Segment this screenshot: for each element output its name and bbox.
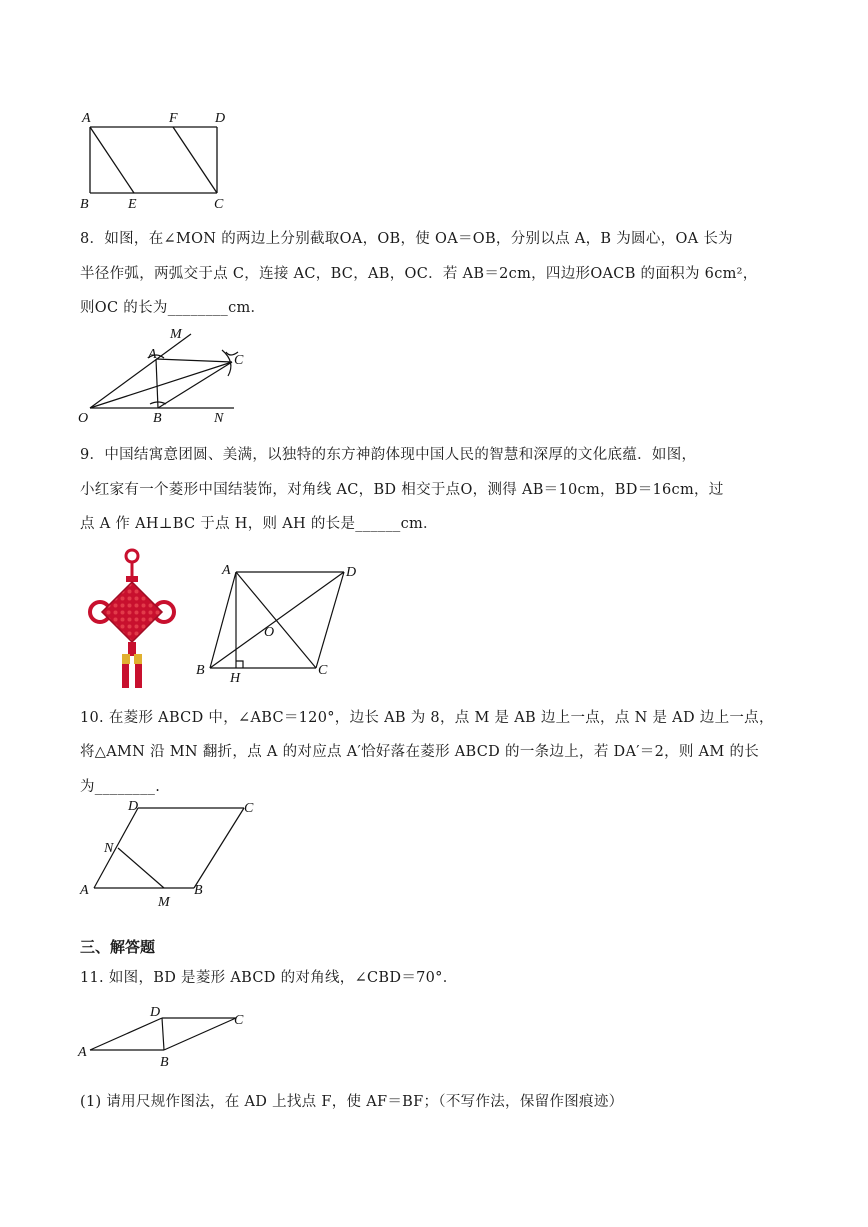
- label-B: B: [160, 1055, 169, 1070]
- label-O: O: [78, 411, 89, 426]
- label-C: C: [234, 1013, 244, 1028]
- label-C: C: [244, 801, 254, 816]
- label-A: A: [82, 111, 91, 126]
- label-D: D: [128, 799, 139, 814]
- label-H: H: [230, 671, 241, 686]
- figure-q7-rectangle: [76, 104, 246, 214]
- label-B: B: [194, 883, 203, 898]
- q8-line1: 8．如图，在∠MON 的两边上分别截取OA，OB，使 OA＝OB，分别以点 A，B 为圆心，OA 长为: [80, 231, 733, 247]
- label-D: D: [215, 111, 226, 126]
- label-C: C: [234, 353, 244, 368]
- q10-line2: 将△AMN 沿 MN 翻折，点 A 的对应点 A′恰好落在菱形 ABCD 的一条边上，若 DA′＝2，则 AM 的长: [80, 744, 760, 760]
- label-B: B: [80, 197, 89, 212]
- label-B: B: [153, 411, 162, 426]
- label-D: D: [346, 565, 357, 580]
- label-A: A: [222, 563, 231, 578]
- label-A: A: [148, 347, 157, 362]
- label-C: C: [214, 197, 224, 212]
- q11-line1: 11. 如图，BD 是菱形 ABCD 的对角线，∠CBD＝70°．: [80, 970, 458, 986]
- q9-line3: 点 A 作 AH⊥BC 于点 H，则 AH 的长是______cm．: [80, 516, 438, 532]
- figure-q11-rhombus: [76, 996, 266, 1076]
- q8-line3: 则OC 的长为________cm．: [80, 300, 266, 316]
- figure-q10-rhombus: [76, 796, 276, 914]
- q9-line2: 小红家有一个菱形中国结装饰，对角线 AC，BD 相交于点O，测得 AB＝10cm，BD＝16cm，过: [80, 482, 724, 498]
- label-O: O: [264, 625, 275, 640]
- label-B: B: [196, 663, 205, 678]
- label-N: N: [214, 411, 224, 426]
- figure-q8-angle: [76, 322, 266, 430]
- label-C: C: [318, 663, 328, 678]
- label-M: M: [158, 895, 170, 910]
- q9-line1: 9．中国结寓意团圆、美满，以独特的东方神韵体现中国人民的智慧和深厚的文化底蕴．如图，: [80, 447, 697, 463]
- q8-line2: 半径作弧，两弧交于点 C，连接 AC，BC，AB，OC．若 AB＝2cm，四边形OACB 的面积为 6cm²，: [80, 266, 758, 282]
- q10-line3: 为________.: [80, 779, 161, 795]
- figure-q9-rhombus: [192, 558, 372, 688]
- q11-sub1: (1) 请用尺规作图法，在 AD 上找点 F，使 AF＝BF；（不写作法，保留作图痕迹）: [80, 1094, 624, 1110]
- label-M: M: [170, 327, 182, 342]
- q10-line1: 10. 在菱形 ABCD 中，∠ABC＝120°，边长 AB 为 8，点 M 是 AB 边上一点，点 N 是 AD 边上一点，: [80, 710, 774, 726]
- chinese-knot-image: [84, 546, 180, 692]
- label-F: F: [169, 111, 178, 126]
- label-E: E: [128, 197, 137, 212]
- label-A: A: [78, 1045, 87, 1060]
- section-heading: 三、解答题: [80, 938, 156, 956]
- label-D: D: [150, 1005, 161, 1020]
- label-N: N: [104, 841, 114, 856]
- label-A: A: [80, 883, 89, 898]
